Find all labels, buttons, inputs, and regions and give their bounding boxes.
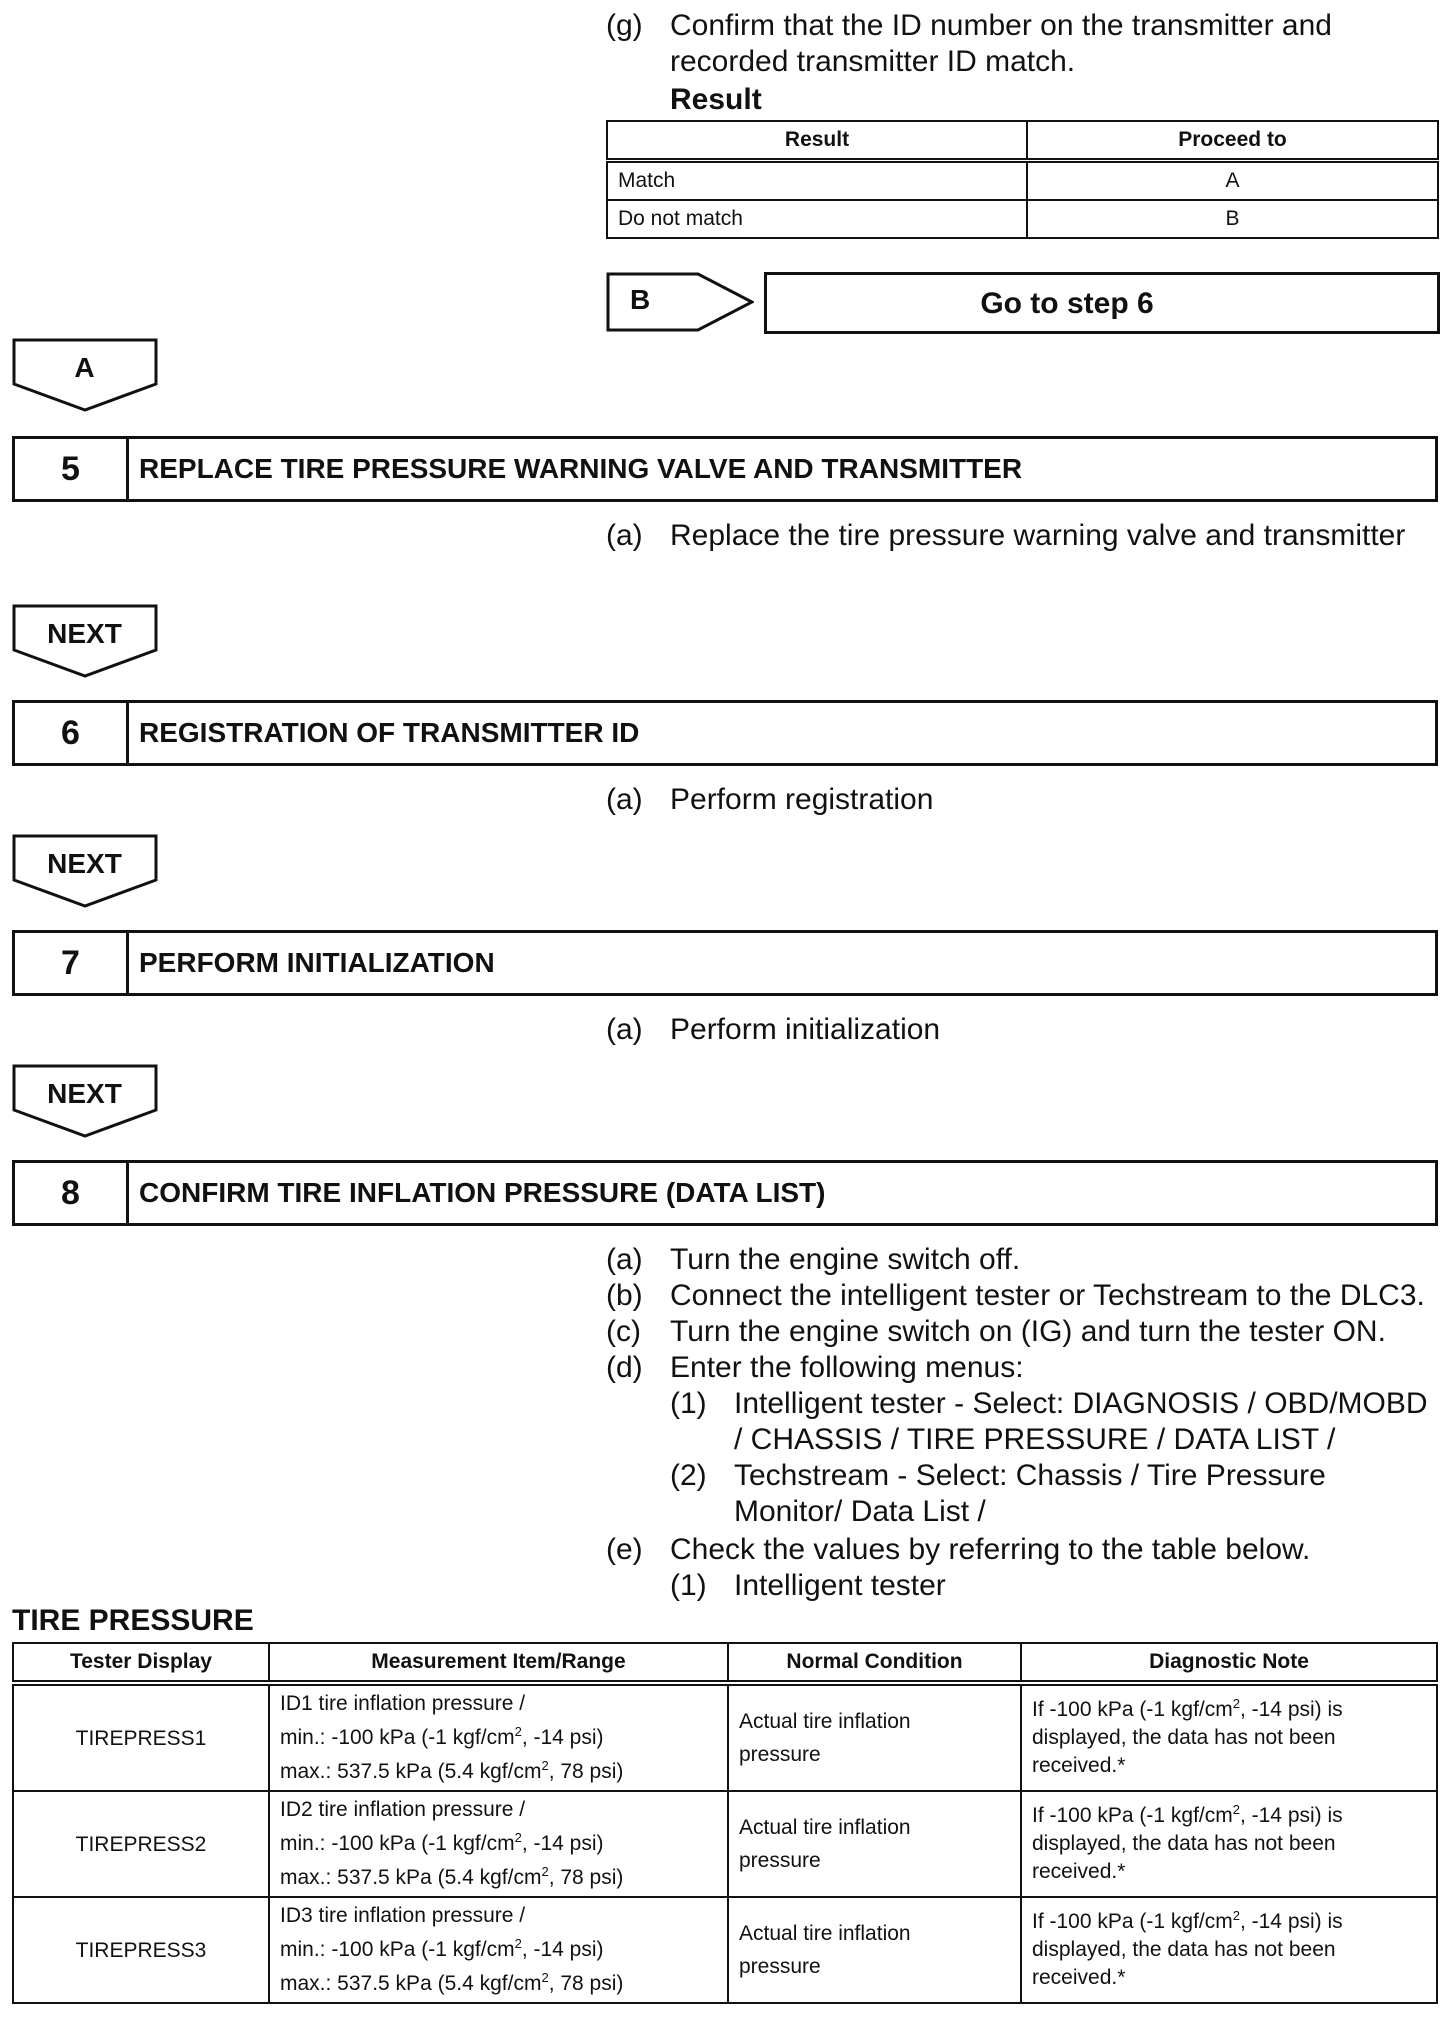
table-header-row — [13, 1643, 1437, 1683]
branch-arrow-icon — [606, 272, 754, 332]
step8-e-text: Check the values by referring to the table below. — [670, 1533, 1311, 1566]
tester-display-cell: TIREPRESS1 — [13, 1683, 269, 1791]
table-cell: Do not match — [607, 200, 1027, 238]
step7-header — [12, 930, 1438, 996]
normal-condition-cell — [728, 1791, 1021, 1897]
table-header-cell: Diagnostic Note — [1021, 1643, 1437, 1683]
step-title: PERFORM INITIALIZATION — [139, 947, 495, 978]
step8-e-letter: (e) — [606, 1533, 643, 1566]
note-line: If -100 kPa (-1 kgf/$cm^2$, -14 psi) is — [1032, 1908, 1343, 1933]
note-line: received.* — [1032, 1860, 1126, 1883]
step8-item-letter: (c) — [606, 1315, 641, 1348]
note-line: received.* — [1032, 1754, 1126, 1777]
measurement-max: max.: 537.5 kPa (5.4 kgf/$cm^2$, 78 psi) — [280, 1864, 624, 1889]
table-cell: A — [1027, 161, 1438, 201]
measurement-min: min.: -100 kPa (-1 kgf/$cm^2$, -14 psi) — [280, 1830, 604, 1855]
next-label: NEXT — [47, 618, 122, 649]
next-flow[interactable] — [12, 1064, 158, 1138]
table-header-cell: Result — [607, 121, 1027, 161]
tester-display-cell: TIREPRESS3 — [13, 1897, 269, 2003]
step4-g-line1: Confirm that the ID number on the transmitter and — [670, 9, 1332, 42]
step-title: CONFIRM TIRE INFLATION PRESSURE (DATA LIST) — [139, 1177, 826, 1208]
sub2-number: (2) — [670, 1459, 707, 1492]
measurement-cell — [269, 1791, 728, 1897]
go-to-step-6-box[interactable] — [764, 272, 1440, 334]
step-number: 5 — [15, 439, 129, 499]
sub2-line1: Techstream - Select: Chassis / Tire Pressure — [734, 1459, 1326, 1492]
table-header-cell: Normal Condition — [728, 1643, 1021, 1683]
step-title: REGISTRATION OF TRANSMITTER ID — [139, 717, 640, 748]
normal-condition-cell — [728, 1683, 1021, 1791]
sub2-line2: Monitor/ Data List / — [734, 1495, 986, 1528]
tire-pressure-table — [12, 1642, 1438, 2004]
step-number: 6 — [15, 703, 129, 763]
normal-condition-line: pressure — [739, 1849, 821, 1872]
measurement-item: ID3 tire inflation pressure / — [280, 1904, 526, 1927]
note-line: received.* — [1032, 1966, 1126, 1989]
measurement-min: min.: -100 kPa (-1 kgf/$cm^2$, -14 psi) — [280, 1724, 604, 1749]
step5-a-text: Replace the tire pressure warning valve and transmitter — [670, 519, 1406, 552]
step7-a-letter: (a) — [606, 1013, 643, 1046]
next-flow[interactable] — [12, 604, 158, 678]
tester-display-cell: TIREPRESS2 — [13, 1791, 269, 1897]
measurement-cell — [269, 1683, 728, 1791]
step4-g-line2: recorded transmitter ID match. — [670, 45, 1076, 78]
sub1-number: (1) — [670, 1387, 707, 1420]
table-header-cell: Measurement Item/Range — [269, 1643, 728, 1683]
step7-a-text: Perform initialization — [670, 1013, 941, 1046]
table-header-row — [607, 121, 1438, 161]
step8-item-letter: (d) — [606, 1351, 643, 1384]
note-line: displayed, the data has not been — [1032, 1938, 1336, 1961]
branch-a-flow[interactable] — [12, 338, 158, 412]
e1-number: (1) — [670, 1569, 707, 1602]
measurement-max: max.: 537.5 kPa (5.4 kgf/$cm^2$, 78 psi) — [280, 1758, 624, 1783]
note-line: displayed, the data has not been — [1032, 1832, 1336, 1855]
step6-a-text: Perform registration — [670, 783, 934, 816]
table-row — [607, 161, 1438, 201]
table-row — [607, 200, 1438, 238]
measurement-item: ID2 tire inflation pressure / — [280, 1798, 526, 1821]
diagnostic-note-cell — [1021, 1791, 1437, 1897]
table-row — [13, 1791, 1437, 1897]
diagnostic-note-cell — [1021, 1683, 1437, 1791]
branch-b-arrow[interactable] — [606, 272, 754, 332]
normal-condition-cell — [728, 1897, 1021, 2003]
next-label: NEXT — [47, 1078, 122, 1109]
step6-a-letter: (a) — [606, 783, 643, 816]
step5-a-letter: (a) — [606, 519, 643, 552]
tire-pressure-heading: TIRE PRESSURE — [12, 1604, 254, 1637]
normal-condition-line: Actual tire inflation — [739, 1816, 911, 1839]
note-line: If -100 kPa (-1 kgf/$cm^2$, -14 psi) is — [1032, 1696, 1343, 1721]
step6-header — [12, 700, 1438, 766]
note-line: If -100 kPa (-1 kgf/$cm^2$, -14 psi) is — [1032, 1802, 1343, 1827]
branch-b-label: B — [630, 284, 651, 315]
branch-a-label: A — [74, 352, 95, 383]
normal-condition-line: Actual tire inflation — [739, 1710, 911, 1733]
diagnostic-note-cell — [1021, 1897, 1437, 2003]
step-number: 7 — [15, 933, 129, 993]
table-cell: B — [1027, 200, 1438, 238]
step8-item-letter: (a) — [606, 1243, 643, 1276]
table-row — [13, 1897, 1437, 2003]
go-to-step-label: Go to step 6 — [980, 287, 1154, 320]
step-title: REPLACE TIRE PRESSURE WARNING VALVE AND TRANSMITTER — [139, 453, 1023, 484]
note-line: displayed, the data has not been — [1032, 1726, 1336, 1749]
measurement-cell — [269, 1897, 728, 2003]
table-header-cell: Proceed to — [1027, 121, 1438, 161]
step8-item-text: Connect the intelligent tester or Techstream to the DLC3. — [670, 1279, 1425, 1312]
result-table — [606, 120, 1439, 239]
step8-item-letter: (b) — [606, 1279, 643, 1312]
normal-condition-line: pressure — [739, 1955, 821, 1978]
table-cell: Match — [607, 161, 1027, 201]
measurement-max: max.: 537.5 kPa (5.4 kgf/$cm^2$, 78 psi) — [280, 1970, 624, 1995]
measurement-item: ID1 tire inflation pressure / — [280, 1692, 526, 1715]
result-heading: Result — [670, 83, 762, 116]
normal-condition-line: Actual tire inflation — [739, 1922, 911, 1945]
sub1-line1: Intelligent tester - Select: DIAGNOSIS / OBD/MOBD — [734, 1387, 1428, 1420]
e1-text: Intelligent tester — [734, 1569, 946, 1602]
measurement-min: min.: -100 kPa (-1 kgf/$cm^2$, -14 psi) — [280, 1936, 604, 1961]
next-flow[interactable] — [12, 834, 158, 908]
step8-item-text: Enter the following menus: — [670, 1351, 1024, 1384]
next-label: NEXT — [47, 848, 122, 879]
step8-item-text: Turn the engine switch on (IG) and turn the tester ON. — [670, 1315, 1386, 1348]
normal-condition-line: pressure — [739, 1743, 821, 1766]
step-number: 8 — [15, 1163, 129, 1223]
table-header-cell: Tester Display — [13, 1643, 269, 1683]
table-row — [13, 1683, 1437, 1791]
step5-header — [12, 436, 1438, 502]
sub1-line2: / CHASSIS / TIRE PRESSURE / DATA LIST / — [734, 1423, 1336, 1456]
step8-header — [12, 1160, 1438, 1226]
step4-g-letter: (g) — [606, 9, 643, 42]
step8-item-text: Turn the engine switch off. — [670, 1243, 1021, 1276]
